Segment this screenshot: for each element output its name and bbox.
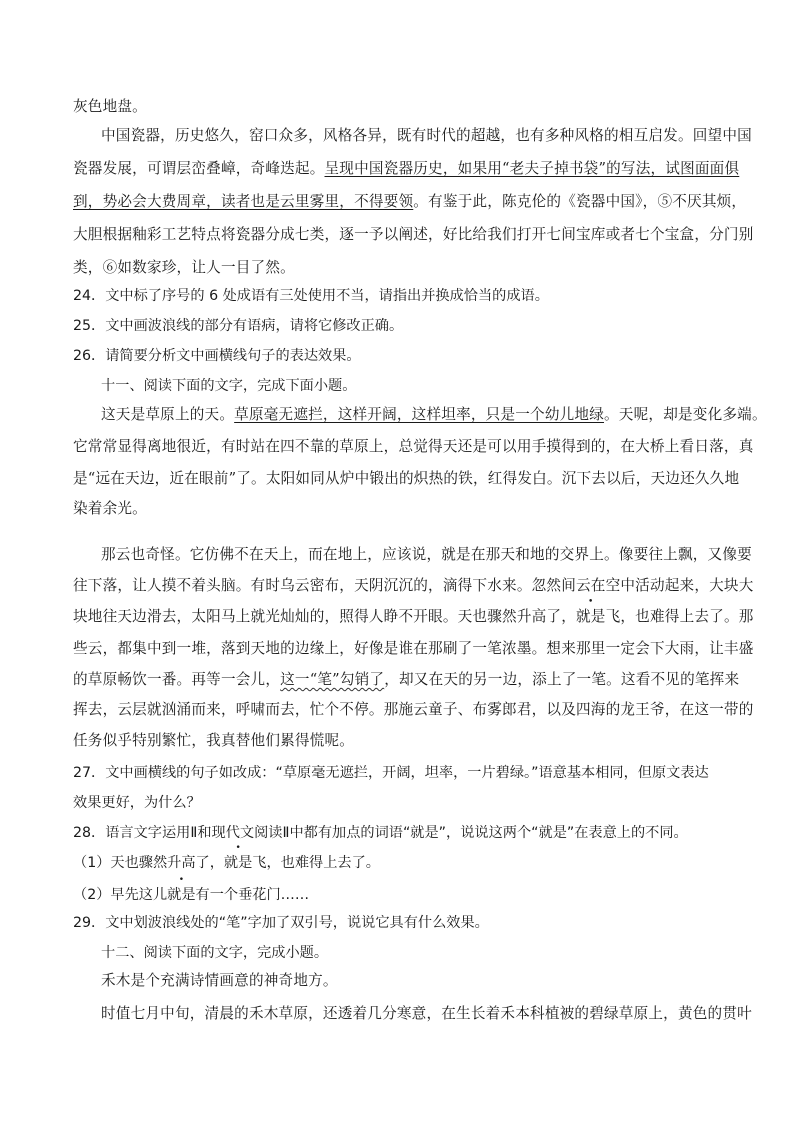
text-line: 瓷器发展，可谓层峦叠嶂，奇峰迭起。呈现中国瓷器历史，如果用“老夫子掉书袋”的写法，试图面面俱 <box>73 160 740 177</box>
question-29: 29．文中划波浪线处的“笔”字加了双引号，说说它具有什么效果。 <box>73 915 489 931</box>
text-line: 挥去，云层就汹涌而来，呼啸而去，忙个不停。那施云童子、布雾郎君，以及四海的龙王爷，在这一带的 <box>73 701 754 718</box>
text-line: 禾木是个充满诗情画意的神奇地方。 <box>101 972 338 989</box>
underlined-sentence: 呈现中国瓷器历史，如果用“老夫子掉书袋”的写法，试图面面俱 <box>324 160 740 177</box>
text-line: 的草原畅饮一番。再等一会儿，这一“笔”勾销了，却又在天的另一边，添上了一笔。这看不见的笔挥来 <box>73 671 740 688</box>
text-line: 类，⑥如数家珍，让人一目了然。 <box>73 259 295 276</box>
text-line: 染着余光。 <box>73 500 147 517</box>
text-line: 块地往天边滑去，太阳马上就光灿灿的，照得人睁不开眼。天也骤然升高了，就是飞，也难得上去了。那 <box>73 608 754 625</box>
text-line: 那云也奇怪。它仿佛不在天上，而在地上，应该说，就是在那天和地的交界上。像要往上飘，又像要 <box>101 546 752 563</box>
question-26: 26．请简要分析文中画横线句子的表达效果。 <box>73 348 361 364</box>
dotted-word: 就是 <box>223 855 253 871</box>
text-line: 这天是草原上的天。草原毫无遮拦，这样开阔，这样坦率，只是一个幼儿地绿。天呢，却是变化多端。 <box>101 406 767 423</box>
text-line: 些云，都集中到一堆，落到天地的边缘上，好像是谁在那刷了一笔浓墨。想来那里一定会下大雨，让丰盛 <box>73 640 754 657</box>
dotted-word: 就是 <box>167 887 196 903</box>
dotted-word: 就是 <box>576 608 606 625</box>
question-28-item-1: （1）天也骤然升高了，就是飞，也难得上去了。 <box>73 855 380 871</box>
text-line: 到，势必会大费周章，读者也是云里雾里，不得要领。有鉴于此，陈克伦的《瓷器中国》，⑤不厌其烦， <box>73 193 747 210</box>
wavy-underlined-phrase: 这一“笔”勾销了 <box>280 671 385 688</box>
text-line: 它常常显得离地很近，有时站在四不靠的草原上，总觉得天还是可以用手摸得到的，在大桥上看日落，真 <box>73 438 754 455</box>
question-27-cont: 效果更好，为什么？ <box>73 795 201 811</box>
question-28: 28．语言文字运用Ⅱ和现代文阅读Ⅱ中都有加点的词语“就是”，说说这两个“就是”在表意上的不同。 <box>73 825 688 841</box>
question-24: 24．文中标了序号的 6 处成语有三处使用不当，请指出并换成恰当的成语。 <box>73 288 549 304</box>
section-heading-12: 十二、阅读下面的文字，完成小题。 <box>101 945 329 961</box>
text-line: 大胆根据釉彩工艺特点将瓷器分成七类，逐一予以阐述，好比给我们打开七间宝库或者七个宝盒，分门别 <box>73 226 754 243</box>
question-25: 25．文中画波浪线的部分有语病，请将它修改正确。 <box>73 318 404 334</box>
question-28-item-2: （2）早先这儿就是有一个垂花门…… <box>73 887 310 903</box>
text-line: 灰色地盘。 <box>73 98 147 115</box>
text-line: 中国瓷器，历史悠久，窑口众多，风格各异，既有时代的超越，也有多种风格的相互启发。回望中国 <box>101 127 752 144</box>
underlined-sentence: 草原毫无遮拦，这样开阔，这样坦率，只是一个幼儿地绿 <box>234 406 605 423</box>
section-heading-11: 十一、阅读下面的文字，完成下面小题。 <box>101 378 357 394</box>
underlined-sentence: 到，势必会大费周章，读者也是云里雾里，不得要领 <box>73 193 414 210</box>
text-line: 时值七月中旬，清晨的禾木草原，还透着几分寒意，在生长着禾本科植被的碧绿草原上，黄色的贯叶 <box>101 1005 752 1022</box>
text-line: 任务似乎特别繁忙，我真替他们累得慌呢。 <box>73 732 355 749</box>
text-line: 往下落，让人摸不着头脑。有时乌云密布，天阴沉沉的，滴得下水来。忽然间云在空中活动起来，大块大 <box>73 577 754 594</box>
text-line: 是“远在天边，近在眼前”了。太阳如同从炉中锻出的炽热的铁，红得发白。沉下去以后，天边还久久地 <box>73 470 740 487</box>
question-27: 27．文中画横线的句子如改成：“草原毫无遮拦，开阔，坦率，一片碧绿。”语意基本相同，但原文表达 <box>73 765 709 781</box>
